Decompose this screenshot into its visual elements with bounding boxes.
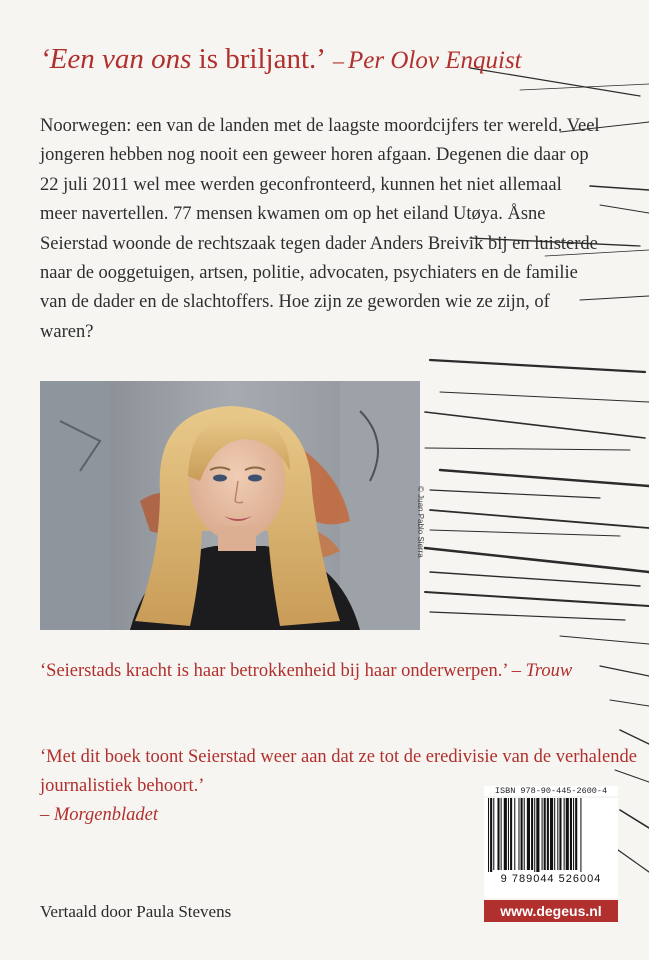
quote-dash: – xyxy=(333,48,345,73)
barcode-bar xyxy=(564,798,565,870)
barcode-bar xyxy=(531,798,533,870)
barcode-bar xyxy=(573,798,574,870)
barcode-bar xyxy=(559,798,561,870)
barcode-bar xyxy=(547,798,549,870)
translator-credit: Vertaald door Paula Stevens xyxy=(40,902,232,921)
photo-credit: © Juan Pablo Sierra xyxy=(416,486,425,558)
barcode-bar xyxy=(557,798,558,870)
barcode-bar xyxy=(550,798,553,870)
review-1-text: ‘Seierstads kracht is haar betrokkenheid bij haar onderwerpen.’ – xyxy=(40,661,526,681)
barcode-bar xyxy=(536,798,539,878)
quote-author: Per Olov Enquist xyxy=(348,47,522,74)
barcode-bar xyxy=(521,798,523,870)
barcode-bar xyxy=(501,798,502,870)
author-photo xyxy=(40,381,420,630)
isbn-label: ISBN 978-90-445-2600-4 xyxy=(484,786,618,796)
barcode-bar xyxy=(566,798,569,870)
barcode-bar xyxy=(544,798,546,870)
publisher-website[interactable]: www.degeus.nl xyxy=(484,900,618,922)
barcode-bar xyxy=(575,798,577,870)
barcode-digits: 9 789044 526004 xyxy=(484,872,618,886)
barcode-bar xyxy=(580,798,581,878)
barcode-bar xyxy=(510,798,512,870)
quote-book-title: Een van ons xyxy=(49,43,192,75)
review-2-source: – Morgenbladet xyxy=(40,805,159,825)
barcode-bar xyxy=(504,798,507,870)
headline-quote xyxy=(40,42,522,78)
quote-open-mark: ‘ xyxy=(40,43,50,75)
barcode-bar xyxy=(490,798,492,878)
barcode-bar xyxy=(508,798,509,870)
barcode-bar xyxy=(493,798,494,870)
barcode-bar xyxy=(497,798,499,870)
barcode-bar xyxy=(527,798,530,870)
barcode-bar xyxy=(570,798,572,870)
barcode-bar xyxy=(514,798,515,870)
review-2-text: ‘Met dit boek toont Seierstad weer aan dat ze tot de eredivisie van de verhalende journalistiek behoort.’ xyxy=(40,747,637,796)
barcode-bar xyxy=(554,798,555,870)
review-1-source: Trouw xyxy=(525,661,573,681)
barcode-bar xyxy=(534,798,535,878)
barcode-bar xyxy=(542,798,543,870)
barcode-bar xyxy=(488,798,489,878)
quote-text: is briljant.’ xyxy=(191,43,324,75)
synopsis-block xyxy=(40,112,600,347)
review-quote-1 xyxy=(40,657,640,686)
barcode-bar xyxy=(518,798,519,870)
author-portrait-image xyxy=(40,381,420,630)
barcode-bar xyxy=(524,798,525,870)
synopsis-text: Noorwegen: een van de landen met de laagste moordcijfers ter wereld. Veel jongeren hebben nog nooit een geweer horen afgaan. Degenen die daar op 22 juli 2011 wel mee werden geconfronteerd, kunnen het niet allemaal meer navertellen. 77 mensen kwamen om op het eiland Utøya. Åsne Seierstad woonde de rechtszaak tegen dader Anders Breivik bij en luisterde naar de ooggetuigen, artsen, politie, advocaten, psychiaters en de familie van de dader en de slachtoffers. Hoe zijn ze geworden wie ze zijn, of waren? xyxy=(40,116,600,342)
